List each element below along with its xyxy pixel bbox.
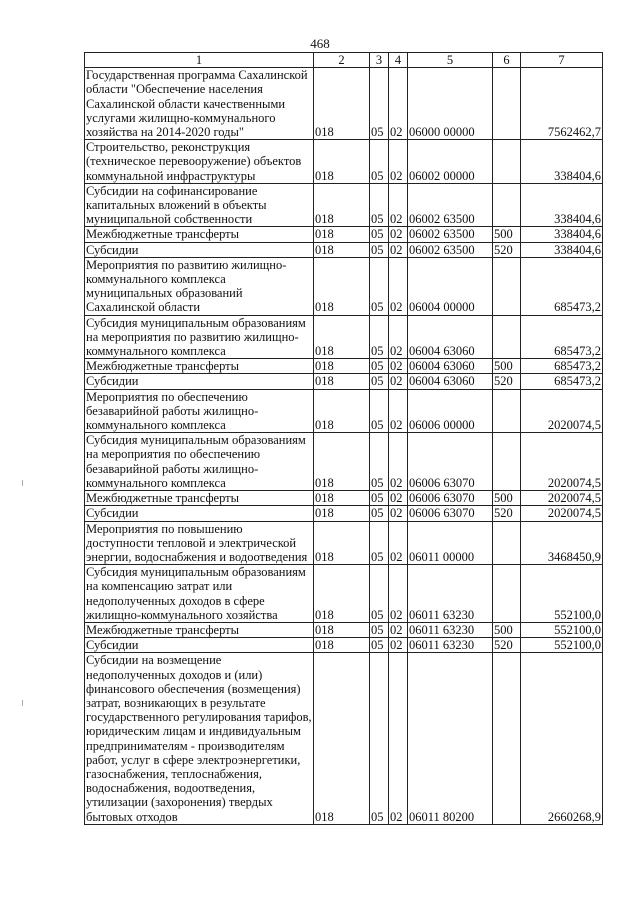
header-col-6: 6	[493, 53, 521, 68]
row-target-code: 06011 80200	[408, 653, 493, 824]
row-amount: 2020074,5	[521, 433, 603, 491]
row-section-code: 05	[370, 653, 389, 824]
header-col-2: 2	[314, 53, 370, 68]
row-name: Государственная программа Сахалинской области "Обеспечение населения Сахалинской области качественными услугами жилищно-коммунального хозяйства на 2014-2020 годы"	[85, 68, 314, 140]
header-col-3: 3	[370, 53, 389, 68]
row-ministry-code: 018	[314, 315, 370, 359]
row-ministry-code: 018	[314, 521, 370, 565]
row-target-code: 06004 63060	[408, 359, 493, 374]
row-section-code: 05	[370, 638, 389, 653]
budget-table	[84, 52, 603, 825]
row-amount: 7562462,7	[521, 68, 603, 140]
row-ministry-code: 018	[314, 433, 370, 491]
row-name: Субсидии на софинансирование капитальных вложений в объекты муниципальной собственности	[85, 183, 314, 227]
table-row	[85, 315, 603, 359]
scan-mark	[22, 480, 23, 486]
row-target-code: 06006 63070	[408, 491, 493, 506]
row-name: Межбюджетные трансферты	[85, 359, 314, 374]
row-section-code: 05	[370, 374, 389, 389]
table-row	[85, 653, 603, 824]
row-target-code: 06002 63500	[408, 227, 493, 242]
table-row	[85, 140, 603, 184]
row-ministry-code: 018	[314, 68, 370, 140]
row-subsection-code: 02	[389, 638, 408, 653]
row-expense-type: 520	[493, 638, 521, 653]
row-expense-type	[493, 521, 521, 565]
row-name: Мероприятия по развитию жилищно-коммунального комплекса муниципальных образований Сахалинской области	[85, 257, 314, 315]
row-target-code: 06002 00000	[408, 140, 493, 184]
table-row	[85, 242, 603, 257]
table-row	[85, 491, 603, 506]
table-row	[85, 68, 603, 140]
table-row	[85, 638, 603, 653]
row-amount: 685473,2	[521, 315, 603, 359]
row-name: Межбюджетные трансферты	[85, 491, 314, 506]
table-row	[85, 389, 603, 433]
row-subsection-code: 02	[389, 227, 408, 242]
row-subsection-code: 02	[389, 140, 408, 184]
header-col-4: 4	[389, 53, 408, 68]
table-row	[85, 183, 603, 227]
row-ministry-code: 018	[314, 257, 370, 315]
row-name: Субсидия муниципальным образованиям на мероприятия по обеспечению безаварийной работы жилищно-коммунального комплекса	[85, 433, 314, 491]
row-subsection-code: 02	[389, 506, 408, 521]
row-name: Межбюджетные трансферты	[85, 622, 314, 637]
row-section-code: 05	[370, 433, 389, 491]
header-col-7: 7	[521, 53, 603, 68]
row-ministry-code: 018	[314, 374, 370, 389]
row-subsection-code: 02	[389, 491, 408, 506]
table-row	[85, 565, 603, 623]
row-subsection-code: 02	[389, 389, 408, 433]
row-section-code: 05	[370, 491, 389, 506]
table-row	[85, 227, 603, 242]
row-expense-type	[493, 183, 521, 227]
row-section-code: 05	[370, 227, 389, 242]
row-target-code: 06011 63230	[408, 622, 493, 637]
row-amount: 552100,0	[521, 622, 603, 637]
row-target-code: 06011 63230	[408, 638, 493, 653]
row-expense-type	[493, 140, 521, 184]
row-ministry-code: 018	[314, 653, 370, 824]
row-ministry-code: 018	[314, 389, 370, 433]
header-col-1: 1	[85, 53, 314, 68]
row-section-code: 05	[370, 68, 389, 140]
row-subsection-code: 02	[389, 521, 408, 565]
scan-mark	[22, 700, 23, 706]
table-row	[85, 433, 603, 491]
row-target-code: 06000 00000	[408, 68, 493, 140]
row-target-code: 06004 00000	[408, 257, 493, 315]
row-subsection-code: 02	[389, 315, 408, 359]
row-amount: 2020074,5	[521, 389, 603, 433]
row-subsection-code: 02	[389, 257, 408, 315]
row-ministry-code: 018	[314, 506, 370, 521]
row-name: Субсидия муниципальным образованиям на компенсацию затрат или недополученных доходов в сфере жилищно-коммунального хозяйства	[85, 565, 314, 623]
row-ministry-code: 018	[314, 140, 370, 184]
row-amount: 2020074,5	[521, 491, 603, 506]
row-section-code: 05	[370, 183, 389, 227]
header-row	[85, 53, 603, 68]
page-number: 468	[310, 36, 330, 51]
row-expense-type	[493, 315, 521, 359]
row-target-code: 06006 63070	[408, 506, 493, 521]
row-target-code: 06011 00000	[408, 521, 493, 565]
row-expense-type: 500	[493, 622, 521, 637]
row-section-code: 05	[370, 389, 389, 433]
row-subsection-code: 02	[389, 242, 408, 257]
row-name: Мероприятия по повышению доступности тепловой и электрической энергии, водоснабжения и водоотведения	[85, 521, 314, 565]
row-ministry-code: 018	[314, 242, 370, 257]
row-subsection-code: 02	[389, 183, 408, 227]
row-amount: 685473,2	[521, 359, 603, 374]
header-col-5: 5	[408, 53, 493, 68]
row-expense-type: 520	[493, 506, 521, 521]
row-expense-type: 500	[493, 359, 521, 374]
row-target-code: 06002 63500	[408, 183, 493, 227]
row-expense-type	[493, 257, 521, 315]
row-subsection-code: 02	[389, 68, 408, 140]
row-name: Строительство, реконструкция (техническое перевооружение) объектов коммунальной инфраструктуры	[85, 140, 314, 184]
table-row	[85, 506, 603, 521]
row-target-code: 06006 00000	[408, 389, 493, 433]
row-target-code: 06011 63230	[408, 565, 493, 623]
table-row	[85, 521, 603, 565]
row-name: Мероприятия по обеспечению безаварийной работы жилищно-коммунального комплекса	[85, 389, 314, 433]
row-section-code: 05	[370, 140, 389, 184]
row-expense-type	[493, 433, 521, 491]
row-name: Субсидии	[85, 638, 314, 653]
table-row	[85, 257, 603, 315]
row-amount: 552100,0	[521, 565, 603, 623]
row-section-code: 05	[370, 257, 389, 315]
table-row	[85, 622, 603, 637]
row-subsection-code: 02	[389, 653, 408, 824]
row-amount: 338404,6	[521, 227, 603, 242]
row-ministry-code: 018	[314, 622, 370, 637]
table-row	[85, 374, 603, 389]
row-name: Субсидии на возмещение недополученных доходов и (или) финансового обеспечения (возмещения) затрат, возникающих в результате государственного регулирования тарифов, юридическим лицам и индивидуальным предпринимателям - производителям работ, услуг в сфере электроэнергетики, газоснабжения, теплоснабжения, водоснабжения, водоотведения, утилизации (захоронения) твердых бытовых отходов	[86, 653, 312, 824]
row-subsection-code: 02	[389, 622, 408, 637]
row-amount: 338404,6	[521, 183, 603, 227]
table-row	[85, 359, 603, 374]
row-section-code: 05	[370, 565, 389, 623]
row-name: Субсидии	[85, 374, 314, 389]
row-target-code: 06004 63060	[408, 315, 493, 359]
row-ministry-code: 018	[314, 638, 370, 653]
row-expense-type	[493, 389, 521, 433]
row-section-code: 05	[370, 521, 389, 565]
row-expense-type	[493, 653, 521, 824]
row-target-code: 06004 63060	[408, 374, 493, 389]
row-name: Межбюджетные трансферты	[85, 227, 314, 242]
row-name: Субсидия муниципальным образованиям на мероприятия по развитию жилищно-коммунального комплекса	[85, 315, 314, 359]
row-name: Субсидии	[85, 506, 314, 521]
row-amount: 685473,2	[521, 374, 603, 389]
row-section-code: 05	[370, 359, 389, 374]
row-subsection-code: 02	[389, 374, 408, 389]
row-section-code: 05	[370, 622, 389, 637]
row-section-code: 05	[370, 242, 389, 257]
row-expense-type: 520	[493, 374, 521, 389]
row-ministry-code: 018	[314, 565, 370, 623]
row-name: Субсидии	[85, 242, 314, 257]
row-expense-type	[493, 565, 521, 623]
row-subsection-code: 02	[389, 359, 408, 374]
row-amount: 338404,6	[521, 140, 603, 184]
row-expense-type: 500	[493, 227, 521, 242]
row-ministry-code: 018	[314, 491, 370, 506]
row-expense-type: 500	[493, 491, 521, 506]
row-ministry-code: 018	[314, 227, 370, 242]
row-subsection-code: 02	[389, 433, 408, 491]
row-ministry-code: 018	[314, 359, 370, 374]
row-amount: 685473,2	[521, 257, 603, 315]
row-expense-type: 520	[493, 242, 521, 257]
row-subsection-code: 02	[389, 565, 408, 623]
row-section-code: 05	[370, 506, 389, 521]
row-ministry-code: 018	[314, 183, 370, 227]
row-amount: 552100,0	[521, 638, 603, 653]
row-target-code: 06006 63070	[408, 433, 493, 491]
row-amount: 2660268,9	[521, 653, 603, 824]
row-target-code: 06002 63500	[408, 242, 493, 257]
row-section-code: 05	[370, 315, 389, 359]
row-expense-type	[493, 68, 521, 140]
row-amount: 338404,6	[521, 242, 603, 257]
row-amount: 2020074,5	[521, 506, 603, 521]
row-amount: 3468450,9	[521, 521, 603, 565]
